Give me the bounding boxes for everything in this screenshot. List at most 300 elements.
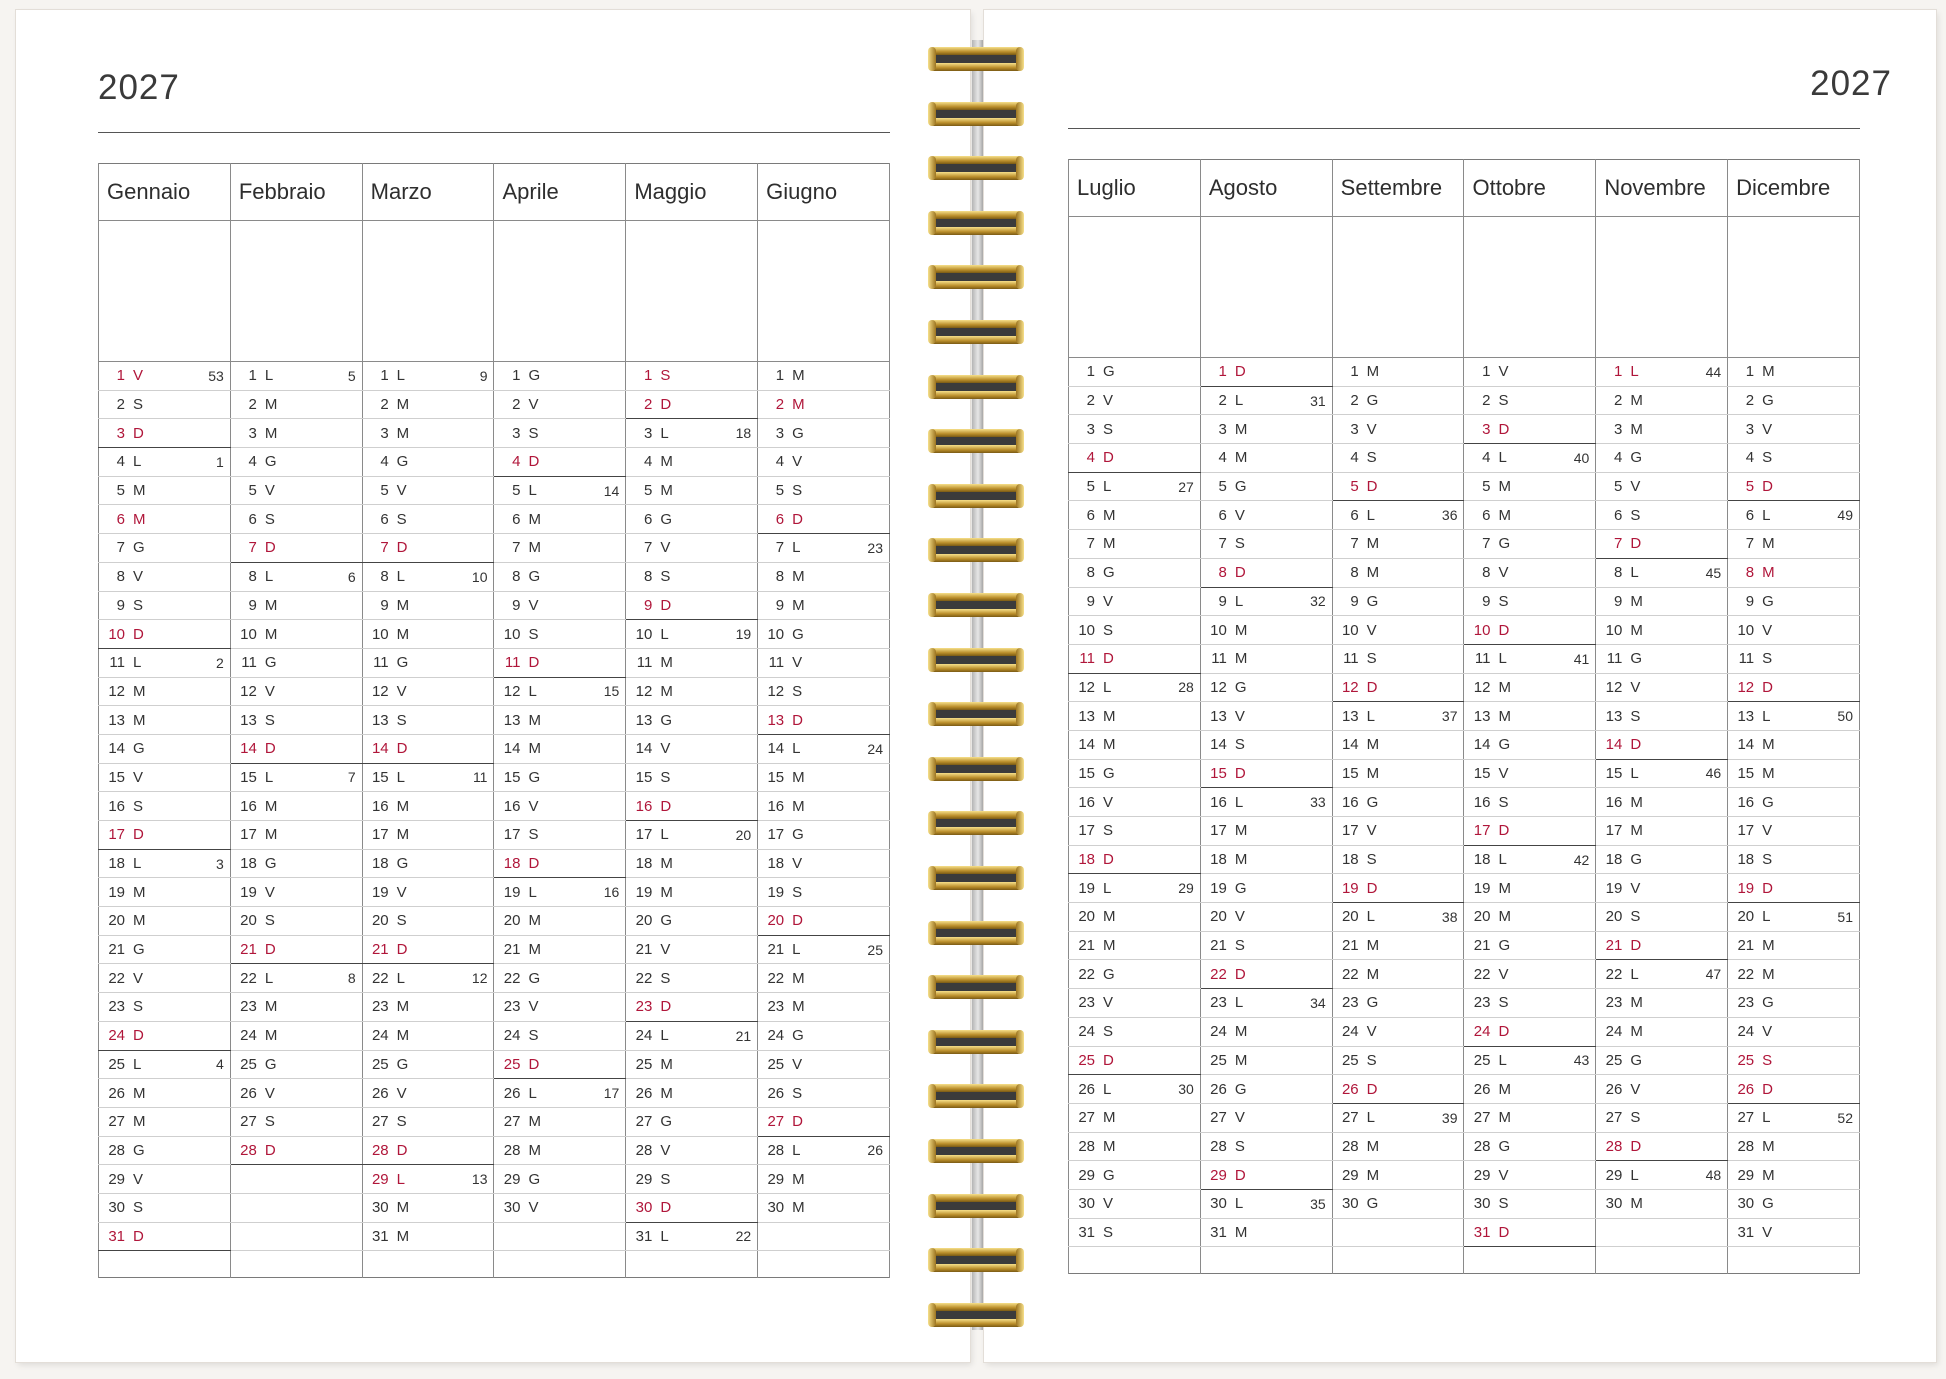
day-cell[interactable] [230,448,362,477]
day-cell[interactable] [494,534,626,563]
day-cell[interactable] [1069,415,1201,444]
day-cell[interactable] [1728,845,1860,874]
day-cell[interactable] [99,1050,231,1079]
day-cell[interactable] [1069,673,1201,702]
day-cell[interactable] [1069,587,1201,616]
day-cell[interactable] [1464,903,1596,932]
day-cell[interactable] [1464,472,1596,501]
day-cell[interactable] [1200,616,1332,645]
day-cell[interactable] [626,821,758,850]
day-cell[interactable] [758,419,890,448]
day-cell[interactable] [1596,358,1728,387]
day-cell[interactable] [230,706,362,735]
day-cell[interactable] [362,1136,494,1165]
day-cell[interactable] [758,849,890,878]
day-cell[interactable] [626,1136,758,1165]
day-cell[interactable] [1596,788,1728,817]
day-cell[interactable] [1069,501,1201,530]
day-cell[interactable] [1069,931,1201,960]
day-cell[interactable] [1728,730,1860,759]
day-cell[interactable] [99,562,231,591]
day-cell[interactable] [1728,644,1860,673]
day-cell[interactable] [362,448,494,477]
day-cell[interactable] [1728,501,1860,530]
day-cell[interactable] [758,620,890,649]
month-notes-area[interactable] [1728,217,1860,358]
day-cell[interactable] [230,763,362,792]
day-cell[interactable] [1069,472,1201,501]
day-cell[interactable] [1332,673,1464,702]
day-cell[interactable] [494,964,626,993]
day-cell[interactable] [99,792,231,821]
day-cell[interactable] [99,677,231,706]
day-cell[interactable] [626,849,758,878]
day-cell[interactable] [626,620,758,649]
day-cell[interactable] [230,648,362,677]
day-cell[interactable] [1332,415,1464,444]
day-cell[interactable] [1332,444,1464,473]
day-cell[interactable] [758,706,890,735]
day-cell[interactable] [1596,673,1728,702]
day-cell[interactable] [1728,1132,1860,1161]
day-cell[interactable] [362,849,494,878]
day-cell[interactable] [1069,1132,1201,1161]
day-cell[interactable] [1332,759,1464,788]
day-cell[interactable] [1596,817,1728,846]
day-cell[interactable] [362,1165,494,1194]
day-cell[interactable] [494,1079,626,1108]
day-cell[interactable] [1069,1017,1201,1046]
day-cell[interactable] [230,964,362,993]
day-cell[interactable] [758,1021,890,1050]
day-cell[interactable] [1332,1046,1464,1075]
day-cell[interactable] [1069,817,1201,846]
day-cell[interactable] [1596,1017,1728,1046]
day-cell[interactable] [99,1107,231,1136]
day-cell[interactable] [362,505,494,534]
day-cell[interactable] [1728,530,1860,559]
day-cell[interactable] [1596,1075,1728,1104]
month-notes-area[interactable] [1200,217,1332,358]
day-cell[interactable] [1200,501,1332,530]
day-cell[interactable] [99,1222,231,1251]
day-cell[interactable] [1596,530,1728,559]
day-cell[interactable] [1728,788,1860,817]
day-cell[interactable] [99,505,231,534]
day-cell[interactable] [99,390,231,419]
day-cell[interactable] [1596,444,1728,473]
month-notes-area[interactable] [494,221,626,362]
day-cell[interactable] [1200,587,1332,616]
day-cell[interactable] [626,878,758,907]
day-cell[interactable] [1596,415,1728,444]
day-cell[interactable] [230,390,362,419]
day-cell[interactable] [758,390,890,419]
day-cell[interactable] [494,419,626,448]
day-cell[interactable] [626,648,758,677]
month-notes-area[interactable] [99,221,231,362]
day-cell[interactable] [1464,788,1596,817]
day-cell[interactable] [1200,386,1332,415]
day-cell[interactable] [99,1079,231,1108]
day-cell[interactable] [1596,845,1728,874]
day-cell[interactable] [1332,788,1464,817]
day-cell[interactable] [1069,788,1201,817]
day-cell[interactable] [1596,874,1728,903]
day-cell[interactable] [1200,817,1332,846]
day-cell[interactable] [99,1193,231,1222]
day-cell[interactable] [1728,702,1860,731]
day-cell[interactable] [1596,960,1728,989]
day-cell[interactable] [494,648,626,677]
day-cell[interactable] [626,591,758,620]
day-cell[interactable] [99,476,231,505]
day-cell[interactable] [626,1193,758,1222]
day-cell[interactable] [362,362,494,391]
day-cell[interactable] [1464,358,1596,387]
day-cell[interactable] [758,476,890,505]
day-cell[interactable] [1728,358,1860,387]
month-notes-area[interactable] [1596,217,1728,358]
day-cell[interactable] [230,1050,362,1079]
day-cell[interactable] [362,964,494,993]
day-cell[interactable] [230,993,362,1022]
day-cell[interactable] [99,907,231,936]
day-cell[interactable] [99,849,231,878]
day-cell[interactable] [1464,989,1596,1018]
day-cell[interactable] [362,907,494,936]
day-cell[interactable] [626,792,758,821]
day-cell[interactable] [1596,1132,1728,1161]
day-cell[interactable] [1728,587,1860,616]
day-cell[interactable] [1728,931,1860,960]
day-cell[interactable] [1069,874,1201,903]
day-cell[interactable] [1464,702,1596,731]
day-cell[interactable] [758,591,890,620]
day-cell[interactable] [494,448,626,477]
day-cell[interactable] [758,1165,890,1194]
day-cell[interactable] [1464,1046,1596,1075]
day-cell[interactable] [494,476,626,505]
day-cell[interactable] [362,620,494,649]
day-cell[interactable] [1200,702,1332,731]
day-cell[interactable] [494,1050,626,1079]
day-cell[interactable] [626,390,758,419]
day-cell[interactable] [1596,759,1728,788]
day-cell[interactable] [1728,960,1860,989]
day-cell[interactable] [1464,874,1596,903]
day-cell[interactable] [1728,903,1860,932]
day-cell[interactable] [758,734,890,763]
day-cell[interactable] [1728,1218,1860,1247]
day-cell[interactable] [99,648,231,677]
day-cell[interactable] [99,935,231,964]
day-cell[interactable] [1332,1075,1464,1104]
day-cell[interactable] [494,993,626,1022]
day-cell[interactable] [362,648,494,677]
day-cell[interactable] [758,362,890,391]
day-cell[interactable] [362,792,494,821]
day-cell[interactable] [362,821,494,850]
day-cell[interactable] [1332,1103,1464,1132]
day-cell[interactable] [1069,386,1201,415]
day-cell[interactable] [1332,845,1464,874]
day-cell[interactable] [1596,386,1728,415]
month-notes-area[interactable] [230,221,362,362]
day-cell[interactable] [1069,1075,1201,1104]
day-cell[interactable] [99,763,231,792]
day-cell[interactable] [1332,931,1464,960]
day-cell[interactable] [362,591,494,620]
day-cell[interactable] [494,562,626,591]
day-cell[interactable] [1332,472,1464,501]
day-cell[interactable] [626,1107,758,1136]
day-cell[interactable] [99,534,231,563]
day-cell[interactable] [99,1021,231,1050]
day-cell[interactable] [1200,931,1332,960]
day-cell[interactable] [758,907,890,936]
day-cell[interactable] [1464,1189,1596,1218]
day-cell[interactable] [1069,730,1201,759]
day-cell[interactable] [1332,1132,1464,1161]
day-cell[interactable] [626,1050,758,1079]
day-cell[interactable] [1200,1161,1332,1190]
month-notes-area[interactable] [1464,217,1596,358]
day-cell[interactable] [494,505,626,534]
day-cell[interactable] [1464,530,1596,559]
day-cell[interactable] [626,1165,758,1194]
day-cell[interactable] [1332,702,1464,731]
day-cell[interactable] [1200,960,1332,989]
day-cell[interactable] [1069,616,1201,645]
day-cell[interactable] [494,620,626,649]
day-cell[interactable] [99,362,231,391]
day-cell[interactable] [1069,358,1201,387]
day-cell[interactable] [1200,874,1332,903]
day-cell[interactable] [1200,1017,1332,1046]
day-cell[interactable] [1200,788,1332,817]
day-cell[interactable] [1332,644,1464,673]
day-cell[interactable] [1200,730,1332,759]
day-cell[interactable] [1200,1189,1332,1218]
day-cell[interactable] [494,935,626,964]
day-cell[interactable] [1464,644,1596,673]
day-cell[interactable] [1332,530,1464,559]
day-cell[interactable] [758,878,890,907]
day-cell[interactable] [230,419,362,448]
day-cell[interactable] [626,1021,758,1050]
day-cell[interactable] [230,562,362,591]
day-cell[interactable] [230,1021,362,1050]
month-notes-area[interactable] [1332,217,1464,358]
day-cell[interactable] [1069,558,1201,587]
day-cell[interactable] [1200,1218,1332,1247]
day-cell[interactable] [1596,931,1728,960]
day-cell[interactable] [1464,960,1596,989]
day-cell[interactable] [626,706,758,735]
day-cell[interactable] [758,821,890,850]
day-cell[interactable] [362,562,494,591]
day-cell[interactable] [494,1193,626,1222]
day-cell[interactable] [1200,673,1332,702]
day-cell[interactable] [1069,1161,1201,1190]
month-notes-area[interactable] [362,221,494,362]
day-cell[interactable] [1069,1046,1201,1075]
day-cell[interactable] [494,1107,626,1136]
day-cell[interactable] [99,1136,231,1165]
day-cell[interactable] [1596,702,1728,731]
day-cell[interactable] [1332,903,1464,932]
day-cell[interactable] [1464,616,1596,645]
day-cell[interactable] [230,907,362,936]
day-cell[interactable] [1069,903,1201,932]
day-cell[interactable] [1069,644,1201,673]
day-cell[interactable] [494,907,626,936]
day-cell[interactable] [1728,1161,1860,1190]
day-cell[interactable] [494,362,626,391]
day-cell[interactable] [1332,730,1464,759]
day-cell[interactable] [1464,845,1596,874]
day-cell[interactable] [1596,616,1728,645]
day-cell[interactable] [1728,874,1860,903]
day-cell[interactable] [758,935,890,964]
day-cell[interactable] [758,1079,890,1108]
day-cell[interactable] [362,1021,494,1050]
day-cell[interactable] [1332,960,1464,989]
day-cell[interactable] [99,419,231,448]
day-cell[interactable] [362,419,494,448]
day-cell[interactable] [230,792,362,821]
day-cell[interactable] [626,964,758,993]
day-cell[interactable] [230,534,362,563]
day-cell[interactable] [758,964,890,993]
day-cell[interactable] [626,935,758,964]
day-cell[interactable] [1728,1017,1860,1046]
day-cell[interactable] [1069,960,1201,989]
day-cell[interactable] [99,620,231,649]
day-cell[interactable] [494,706,626,735]
day-cell[interactable] [494,1165,626,1194]
day-cell[interactable] [758,562,890,591]
day-cell[interactable] [1464,501,1596,530]
day-cell[interactable] [1332,1017,1464,1046]
day-cell[interactable] [362,734,494,763]
day-cell[interactable] [230,362,362,391]
day-cell[interactable] [1200,1132,1332,1161]
day-cell[interactable] [1069,702,1201,731]
day-cell[interactable] [362,706,494,735]
day-cell[interactable] [1464,587,1596,616]
day-cell[interactable] [1332,817,1464,846]
day-cell[interactable] [626,763,758,792]
day-cell[interactable] [99,591,231,620]
day-cell[interactable] [362,1050,494,1079]
day-cell[interactable] [758,677,890,706]
day-cell[interactable] [1200,558,1332,587]
month-notes-area[interactable] [626,221,758,362]
day-cell[interactable] [362,763,494,792]
day-cell[interactable] [626,677,758,706]
day-cell[interactable] [1332,616,1464,645]
day-cell[interactable] [230,935,362,964]
day-cell[interactable] [626,534,758,563]
day-cell[interactable] [758,648,890,677]
day-cell[interactable] [1332,1189,1464,1218]
day-cell[interactable] [758,448,890,477]
day-cell[interactable] [1596,558,1728,587]
day-cell[interactable] [362,534,494,563]
day-cell[interactable] [494,849,626,878]
day-cell[interactable] [1069,989,1201,1018]
day-cell[interactable] [626,907,758,936]
day-cell[interactable] [758,1050,890,1079]
day-cell[interactable] [626,1222,758,1251]
day-cell[interactable] [758,792,890,821]
day-cell[interactable] [1596,1046,1728,1075]
day-cell[interactable] [230,620,362,649]
day-cell[interactable] [626,734,758,763]
day-cell[interactable] [758,505,890,534]
day-cell[interactable] [626,562,758,591]
day-cell[interactable] [1464,1132,1596,1161]
day-cell[interactable] [758,1193,890,1222]
day-cell[interactable] [99,448,231,477]
day-cell[interactable] [1200,1075,1332,1104]
day-cell[interactable] [1200,358,1332,387]
day-cell[interactable] [362,1193,494,1222]
day-cell[interactable] [494,878,626,907]
day-cell[interactable] [626,1079,758,1108]
day-cell[interactable] [1200,759,1332,788]
day-cell[interactable] [626,993,758,1022]
day-cell[interactable] [1596,903,1728,932]
day-cell[interactable] [1464,817,1596,846]
day-cell[interactable] [99,993,231,1022]
day-cell[interactable] [1728,759,1860,788]
day-cell[interactable] [1596,730,1728,759]
day-cell[interactable] [626,362,758,391]
day-cell[interactable] [1069,1103,1201,1132]
day-cell[interactable] [99,706,231,735]
day-cell[interactable] [1332,989,1464,1018]
day-cell[interactable] [1069,1189,1201,1218]
day-cell[interactable] [1464,673,1596,702]
day-cell[interactable] [1200,1046,1332,1075]
day-cell[interactable] [1464,1161,1596,1190]
day-cell[interactable] [1464,1103,1596,1132]
day-cell[interactable] [99,878,231,907]
day-cell[interactable] [1464,730,1596,759]
day-cell[interactable] [1728,817,1860,846]
day-cell[interactable] [99,964,231,993]
day-cell[interactable] [362,993,494,1022]
day-cell[interactable] [1332,501,1464,530]
day-cell[interactable] [230,677,362,706]
day-cell[interactable] [1728,386,1860,415]
day-cell[interactable] [494,1136,626,1165]
day-cell[interactable] [230,476,362,505]
day-cell[interactable] [1069,759,1201,788]
day-cell[interactable] [1728,472,1860,501]
day-cell[interactable] [1200,472,1332,501]
day-cell[interactable] [1332,358,1464,387]
day-cell[interactable] [1464,444,1596,473]
day-cell[interactable] [626,476,758,505]
day-cell[interactable] [1200,989,1332,1018]
day-cell[interactable] [1332,874,1464,903]
day-cell[interactable] [1596,644,1728,673]
day-cell[interactable] [1464,931,1596,960]
